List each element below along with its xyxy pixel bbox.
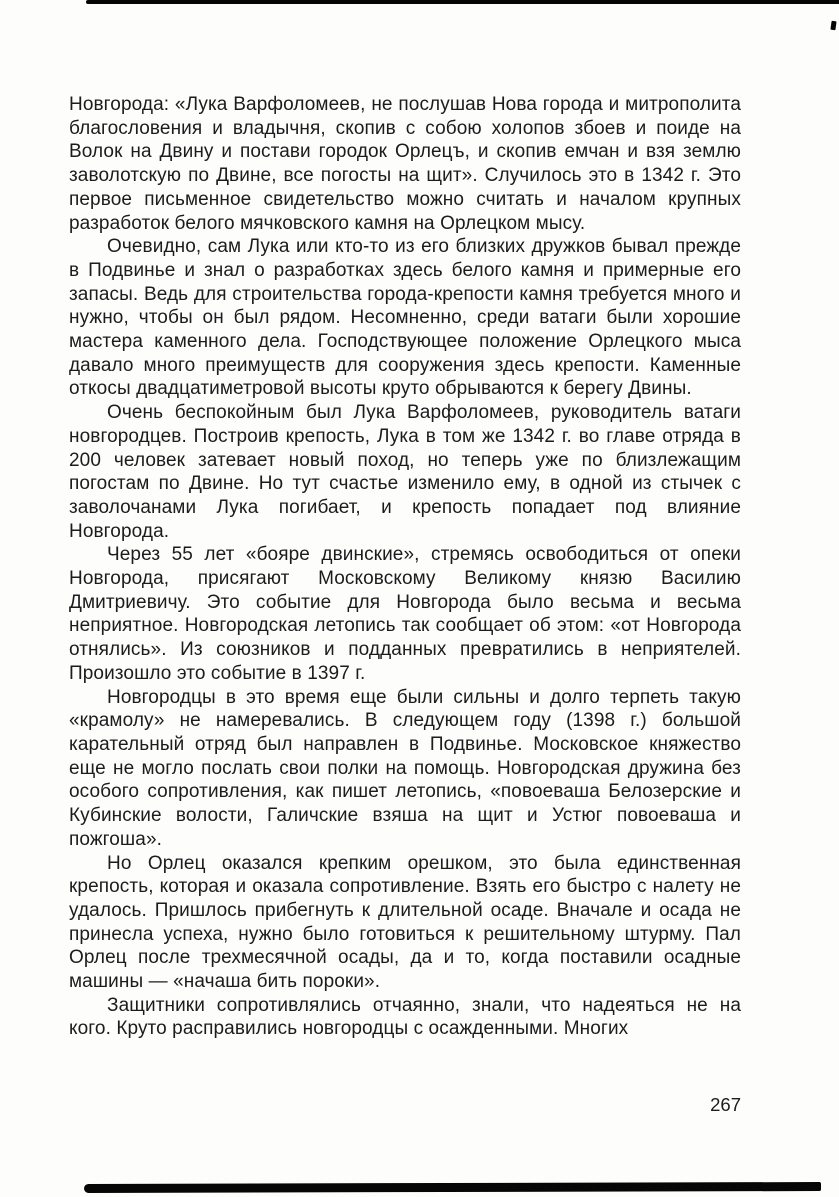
paragraph: Очевидно, сам Лука или кто-то из его близких дружков бывал прежде в Подвинье и знал о разработках здесь белого камня и примерные его запасы. Ведь для строительства города-крепости камня требуется много и нужно, чтобы он был рядом. Несомненно, среди ватаги были хорошие мастера каменного дела. Господствующее положение Орлецкого мыса давало много преимуществ для сооружения здесь крепости. Каменные откосы двадцатиметровой высоты круто обрываются к берегу Двины. xyxy=(69,236,741,400)
paragraph: Очень беспокойным был Лука Варфоломеев, руководитель ватаги новгородцев. Построив крепость, Лука в том же 1342 г. во главе отряда в 200 человек затевает новый поход, но теперь уже по близлежащим погостам по Двине. Но тут счастье изменило ему, в одной из стычек с заволочанами Лука погибает, и крепость попадает под влияние Новгорода. xyxy=(69,402,741,542)
page-text-block xyxy=(69,93,741,1041)
paragraph: Новгородцы в это время еще были сильны и долго терпеть такую «крамолу» не намеревались. В следующем году (1398 г.) большой карательный отряд был направлен в Подвинье. Московское княжество еще не могло послать свои полки на помощь. Новгородская дружина без особого сопротивления, как пишет летопись, «повоеваша Белозерские и Кубинские волости, Галичские взяша на щит и Устюг повоеваша и пожгоша». xyxy=(69,686,741,850)
paragraph-continuation: Новгорода: «Лука Варфоломеев, не послушав Нова города и митрополита благословения и владычня, скопив с собою холопов збоев и поиде на Волок на Двину и постави городок Орлецъ, и скопив емчан и взя землю заволотскую по Двине, все погосты на щит». Случилось это в 1342 г. Это первое письменное свидетельство можно считать и началом крупных разработок белого мячковского камня на Орлецком мысу. xyxy=(69,94,741,234)
scan-artifact-top-right-speck xyxy=(830,21,836,31)
scan-artifact-top-bar xyxy=(86,0,839,4)
paragraph: Защитники сопротивлялись отчаянно, знали, что надеяться не на кого. Круто расправились новгородцы с осажденными. Многих xyxy=(69,994,741,1040)
paragraph: Но Орлец оказался крепким орешком, это была единственная крепость, которая и оказала сопротивление. Взять его быстро с налету не удалось. Пришлось прибегнуть к длительной осаде. Вначале и осада не принесла успеха, нужно было готовиться к решительному штурму. Пал Орлец после трехмесячной осады, да и то, когда поставили осадные машины — «начаша бить пороки». xyxy=(69,852,741,993)
scan-artifact-bottom-bar xyxy=(84,1182,821,1193)
paragraph: Через 55 лет «бояре двинские», стремясь освободиться от опеки Новгорода, присягают Московскому Великому князю Василию Дмитриевичу. Это событие для Новгорода было весьма и весьма неприятное. Новгородская летопись так сообщает об этом: «от Новгорода отнялись». Из союзников и подданных превратились в неприятелей. Произошло это событие в 1397 г. xyxy=(69,544,741,684)
page-number: 267 xyxy=(710,1094,741,1115)
